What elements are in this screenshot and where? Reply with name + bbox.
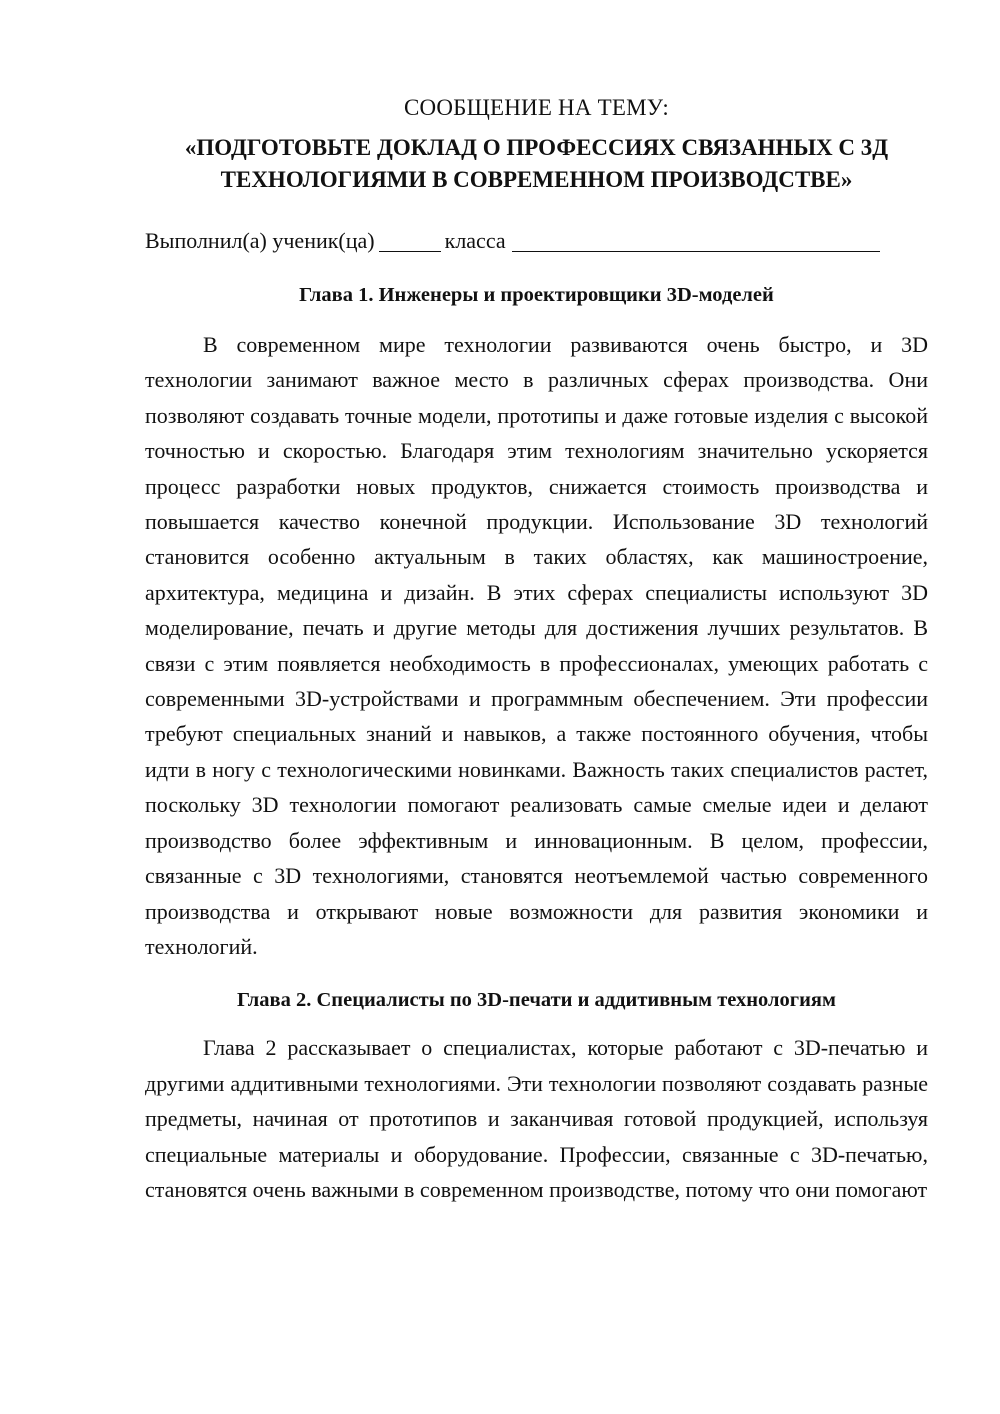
- chapter-1: [145, 279, 928, 964]
- chapter-2: [145, 984, 928, 1207]
- document-title-line-2: ТЕХНОЛОГИЯМИ В СОВРЕМЕННОМ ПРОИЗВОДСТВЕ»: [220, 167, 853, 192]
- chapter-title: Глава 2. Специалисты по 3D-печати и аддитивным технологиям: [237, 989, 836, 1012]
- student-name-blank: [512, 227, 880, 252]
- chapter-paragraph: В современном мире технологии развиваются очень быстро, и 3D технологии занимают важное место в различных сферах производства. Они позволяют создавать точные модели, прототипы и даже готовые изделия с высокой точностью и скоростью. Благодаря этим технологиям значительно ускоряется процесс разработки новых продуктов, снижается стоимость производства и повышается качество конечной продукции. Использование 3D технологий становится особенно актуальным в таких областях, как машиностроение, архитектура, медицина и дизайн. В этих сферах специалисты используют 3D моделирование, печать и другие методы для достижения лучших результатов. В связи с этим появляется необходимость в профессионалах, умеющих работать с современными 3D-устройствами и программным обеспечением. Эти профессии требуют специальных знаний и навыков, а также постоянного обучения, чтобы идти в ногу с технологическими новинками. Важность таких специалистов растет, поскольку 3D технологии помогают реализовать самые смелые идеи и делают производство более эффективным и инновационным. В целом, профессии, связанные с 3D технологиями, становятся неотъемлемой частью современного производства и открывают новые возможности для развития экономики и технологий.: [145, 332, 928, 959]
- author-class-label: класса: [444, 228, 506, 253]
- chapter-paragraph: Глава 2 рассказывает о специалистах, которые работают с 3D-печатью и другими аддитивными технологиями. Эти технологии позволяют создавать разные предметы, начиная от прототипов и заканчивая готовой продукцией, используя специальные материалы и оборудование. Профессии, связанные с 3D-печатью, становятся очень важными в современном производстве, потому что они помогают: [145, 1035, 928, 1202]
- author-prefix: Выполнил(а) ученик(ца): [145, 228, 375, 253]
- document-page: [145, 90, 928, 1207]
- author-line: [145, 223, 928, 259]
- chapter-title: Глава 1. Инженеры и проектировщики 3D-моделей: [299, 284, 774, 306]
- document-title: [145, 132, 928, 196]
- class-number-blank: [379, 227, 441, 252]
- document-title-line-1: «ПОДГОТОВЬТЕ ДОКЛАД О ПРОФЕССИЯХ СВЯЗАННЫХ С 3Д: [184, 135, 889, 160]
- document-header-line: СООБЩЕНИЕ НА ТЕМУ:: [404, 95, 669, 120]
